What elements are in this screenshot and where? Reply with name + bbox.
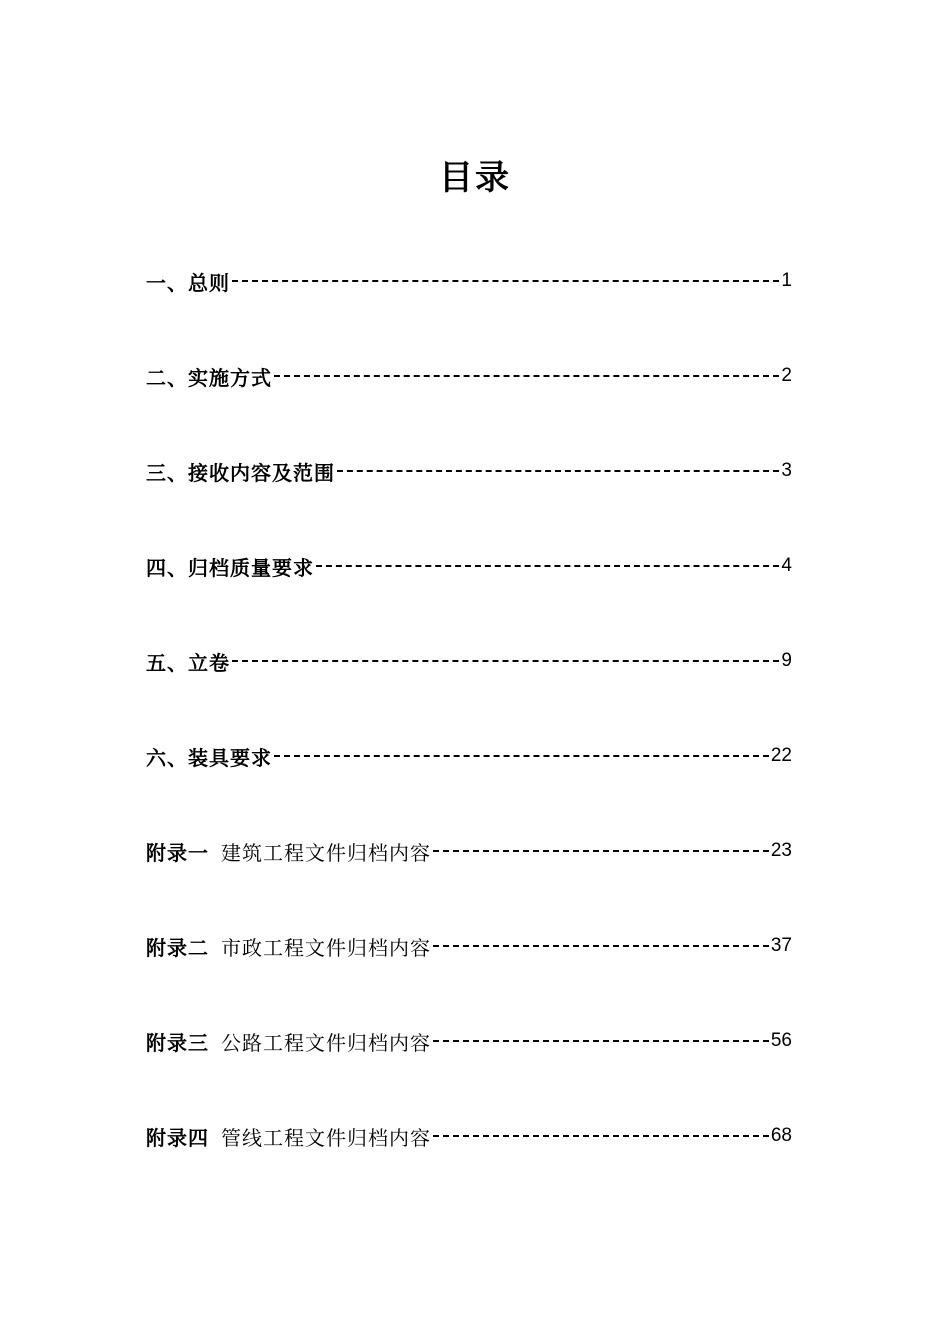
dot-leader	[232, 280, 779, 282]
dot-leader	[274, 755, 769, 757]
toc-entry-title: 四、归档质量要求	[146, 555, 314, 580]
toc-entry-page-number: 37	[770, 935, 792, 956]
toc-entry-subtitle: 管线工程文件归档内容	[221, 1125, 431, 1150]
toc-entry-title: 附录二	[146, 935, 209, 960]
toc-entry-subtitle: 公路工程文件归档内容	[221, 1030, 431, 1055]
toc-entry-subtitle: 市政工程文件归档内容	[221, 935, 431, 960]
dot-leader	[316, 565, 779, 567]
toc-entry-title: 附录四	[146, 1125, 209, 1150]
toc-entry-page-number: 56	[770, 1030, 792, 1051]
dot-leader	[433, 850, 769, 852]
toc-entry-appendix-1[interactable]	[146, 832, 792, 870]
toc-entry-appendix-3[interactable]	[146, 1022, 792, 1060]
dot-leader	[337, 470, 779, 472]
table-of-contents	[146, 262, 792, 1212]
dot-leader	[433, 1040, 769, 1042]
toc-entry-subtitle: 建筑工程文件归档内容	[221, 840, 431, 865]
toc-entry-appendix-4[interactable]	[146, 1117, 792, 1155]
toc-entry-5[interactable]	[146, 642, 792, 680]
toc-entry-appendix-2[interactable]	[146, 927, 792, 965]
toc-entry-title: 附录一	[146, 840, 209, 865]
toc-entry-6[interactable]	[146, 737, 792, 775]
toc-entry-3[interactable]	[146, 452, 792, 490]
toc-entry-title: 一、总则	[146, 270, 230, 295]
toc-entry-title: 三、接收内容及范围	[146, 460, 335, 485]
toc-entry-page-number: 4	[781, 555, 792, 576]
toc-entry-2[interactable]	[146, 357, 792, 395]
toc-entry-title: 二、实施方式	[146, 365, 272, 390]
toc-entry-title: 六、装具要求	[146, 745, 272, 770]
toc-entry-page-number: 9	[781, 650, 792, 671]
page-title: 目录	[439, 158, 511, 198]
dot-leader	[433, 945, 769, 947]
toc-entry-page-number: 3	[781, 460, 792, 481]
toc-entry-page-number: 23	[770, 840, 792, 861]
toc-entry-page-number: 2	[781, 365, 792, 386]
toc-entry-title: 附录三	[146, 1030, 209, 1055]
dot-leader	[232, 660, 779, 662]
toc-entry-1[interactable]	[146, 262, 792, 300]
toc-entry-page-number: 68	[770, 1125, 792, 1146]
dot-leader	[274, 375, 779, 377]
toc-entry-page-number: 1	[781, 270, 792, 291]
toc-entry-page-number: 22	[770, 745, 792, 766]
toc-entry-title: 五、立卷	[146, 650, 230, 675]
toc-entry-4[interactable]	[146, 547, 792, 585]
dot-leader	[433, 1135, 769, 1137]
